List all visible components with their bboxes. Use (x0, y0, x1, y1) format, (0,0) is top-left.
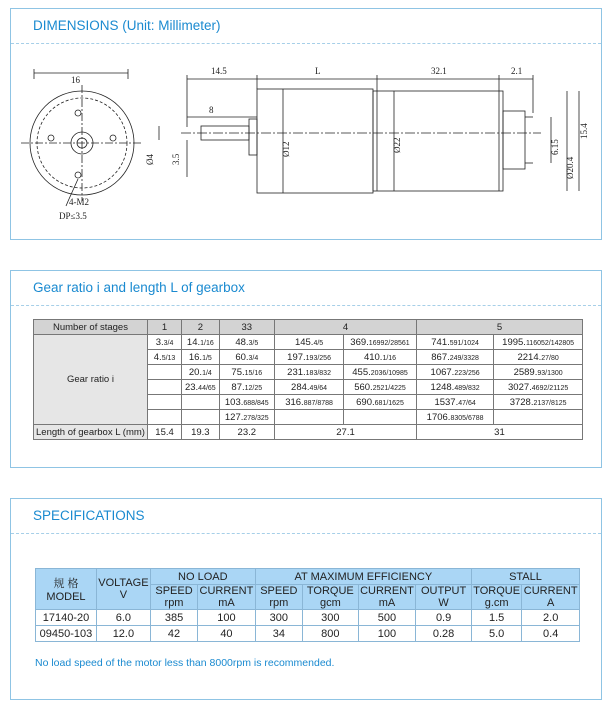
ratio-cell: 316.887/8788 (275, 395, 344, 410)
ratio-cell: 231.183/832 (275, 365, 344, 380)
dim-4-m2: 4-M2 (69, 197, 89, 207)
ratio-cell: 16.1/5 (182, 350, 219, 365)
value-cell: 300 (255, 610, 302, 626)
ratio-cell: 284.49/64 (275, 380, 344, 395)
ratio-cell: 867.249/3328 (416, 350, 493, 365)
specifications-title: SPECIFICATIONS (33, 508, 145, 523)
dim-2-1: 2.1 (511, 66, 523, 76)
dim-16: 16 (71, 75, 80, 85)
value-cell: 800 (303, 626, 359, 642)
voltage-cell: 12.0 (96, 626, 150, 642)
table-row (34, 335, 583, 350)
value-cell: 5.0 (471, 626, 521, 642)
model-cell: 17140-20 (36, 610, 97, 626)
value-cell: 0.4 (522, 626, 580, 642)
stage-1-header: 1 (147, 320, 181, 335)
model-header: 规 格 MODEL (36, 569, 97, 610)
ratio-cell: 87.12/25 (219, 380, 275, 395)
stages-header: Number of stages (34, 320, 148, 335)
ratio-cell: 145.4/5 (275, 335, 344, 350)
ratio-cell: 560.2521/4225 (344, 380, 417, 395)
dim-3-5: 3.5 (171, 153, 181, 165)
table-row (36, 610, 580, 626)
dim-phi12: Ø12 (281, 141, 291, 157)
col-header: CURRENT mA (199, 585, 254, 609)
no-load-header: NO LOAD (150, 569, 255, 585)
col-header: SPEED rpm (150, 585, 197, 610)
length-cell: 15.4 (147, 425, 181, 440)
value-cell: 300 (303, 610, 359, 626)
length-cell: 23.2 (219, 425, 275, 440)
gearbox-title: Gear ratio i and length L of gearbox (33, 280, 245, 295)
ratio-cell: 369.16992/28561 (344, 335, 417, 350)
model-cell: 09450-103 (36, 626, 97, 642)
ratio-cell: 410.1/16 (344, 350, 417, 365)
ratio-cell (344, 410, 417, 425)
recommendation-note: No load speed of the motor less than 8000rpm is recommended. (35, 657, 335, 669)
ratio-cell: 48.3/5 (219, 335, 275, 350)
gear-ratio-label: Gear ratio i (34, 335, 148, 425)
value-cell: 34 (255, 626, 302, 642)
ratio-cell: 2214.27/80 (494, 350, 583, 365)
dimensions-panel (10, 8, 602, 240)
dim-32-1: 32.1 (431, 66, 447, 76)
ratio-cell: 2589.93/1300 (494, 365, 583, 380)
ratio-cell (147, 410, 181, 425)
ratio-cell: 60.3/4 (219, 350, 275, 365)
col-header: CURRENT mA (360, 585, 414, 609)
length-row (34, 425, 583, 440)
table-header-row (34, 320, 583, 335)
ratio-cell: 103.688/845 (219, 395, 275, 410)
col-header: TORQUE gcm (303, 585, 359, 610)
ratio-cell: 741.591/1024 (416, 335, 493, 350)
length-cell: 31 (416, 425, 582, 440)
stage-4-header: 4 (275, 320, 417, 335)
ratio-cell (494, 410, 583, 425)
spec-header-row-1 (36, 569, 580, 585)
col-header: TORQUE g.cm (473, 585, 521, 609)
ratio-cell: 197.193/256 (275, 350, 344, 365)
ratio-cell (182, 410, 219, 425)
ratio-cell: 1248.489/832 (416, 380, 493, 395)
value-cell: 2.0 (522, 610, 580, 626)
value-cell: 40 (198, 626, 256, 642)
length-label: Length of gearbox L (mm) (34, 425, 148, 440)
ratio-cell: 1995.116052/142805 (494, 335, 583, 350)
stage-3-header: 33 (219, 320, 275, 335)
stage-5-header: 5 (416, 320, 582, 335)
ratio-cell: 4.5/13 (147, 350, 181, 365)
ratio-cell: 1067.223/256 (416, 365, 493, 380)
ratio-cell: 127.278/325 (219, 410, 275, 425)
value-cell: 0.28 (416, 626, 472, 642)
dim-6-15: 6.15 (550, 139, 560, 155)
col-header: SPEED rpm (255, 585, 302, 610)
ratio-cell: 3728.2137/8125 (494, 395, 583, 410)
ratio-cell (147, 380, 181, 395)
gearbox-panel (10, 270, 602, 468)
dim-15-4: 15.4 (579, 123, 589, 139)
ratio-cell: 690.681/1625 (344, 395, 417, 410)
dimension-drawing (11, 9, 601, 239)
dim-dp: DP≤3.5 (59, 211, 87, 221)
ratio-cell: 14.1/16 (182, 335, 219, 350)
ratio-cell: 3.3/4 (147, 335, 181, 350)
ratio-cell: 20.1/4 (182, 365, 219, 380)
dim-phi4: Ø4 (145, 154, 155, 165)
stall-header: STALL (471, 569, 579, 585)
value-cell: 500 (358, 610, 416, 626)
ratio-cell: 1537.47/64 (416, 395, 493, 410)
length-cell: 27.1 (275, 425, 417, 440)
value-cell: 1.5 (471, 610, 521, 626)
dim-14-5: 14.5 (211, 66, 227, 76)
ratio-cell: 3027.4692/21125 (494, 380, 583, 395)
ratio-cell (147, 395, 181, 410)
ratio-cell (275, 410, 344, 425)
gearbox-header (11, 271, 601, 306)
side-view (159, 75, 579, 193)
dim-l: L (315, 66, 321, 76)
ratio-cell (147, 365, 181, 380)
ratio-cell: 23.44/65 (182, 380, 219, 395)
col-header: OUTPUT W (416, 585, 472, 610)
ratio-cell (182, 395, 219, 410)
max-efficiency-header: AT MAXIMUM EFFICIENCY (255, 569, 471, 585)
value-cell: 0.9 (416, 610, 472, 626)
col-header: CURRENT A (523, 585, 578, 609)
ratio-cell: 455.2036/10985 (344, 365, 417, 380)
dim-8: 8 (209, 105, 214, 115)
voltage-cell: 6.0 (96, 610, 150, 626)
dimensions-title: DIMENSIONS (Unit: Millimeter) (33, 18, 221, 33)
dim-phi20-4: Ø20.4 (565, 156, 575, 179)
table-row (36, 626, 580, 642)
specifications-table (35, 568, 580, 642)
ratio-cell: 75.15/16 (219, 365, 275, 380)
specifications-panel (10, 498, 602, 700)
value-cell: 100 (198, 610, 256, 626)
value-cell: 42 (150, 626, 197, 642)
stage-2-header: 2 (182, 320, 219, 335)
dim-phi22: Ø22 (392, 137, 402, 153)
specifications-header (11, 499, 601, 534)
front-view (21, 69, 143, 206)
voltage-header: VOLTAGE V (96, 569, 150, 610)
ratio-cell: 1706.8305/6788 (416, 410, 493, 425)
gear-ratio-table (33, 319, 583, 440)
value-cell: 100 (358, 626, 416, 642)
value-cell: 385 (150, 610, 197, 626)
length-cell: 19.3 (182, 425, 219, 440)
